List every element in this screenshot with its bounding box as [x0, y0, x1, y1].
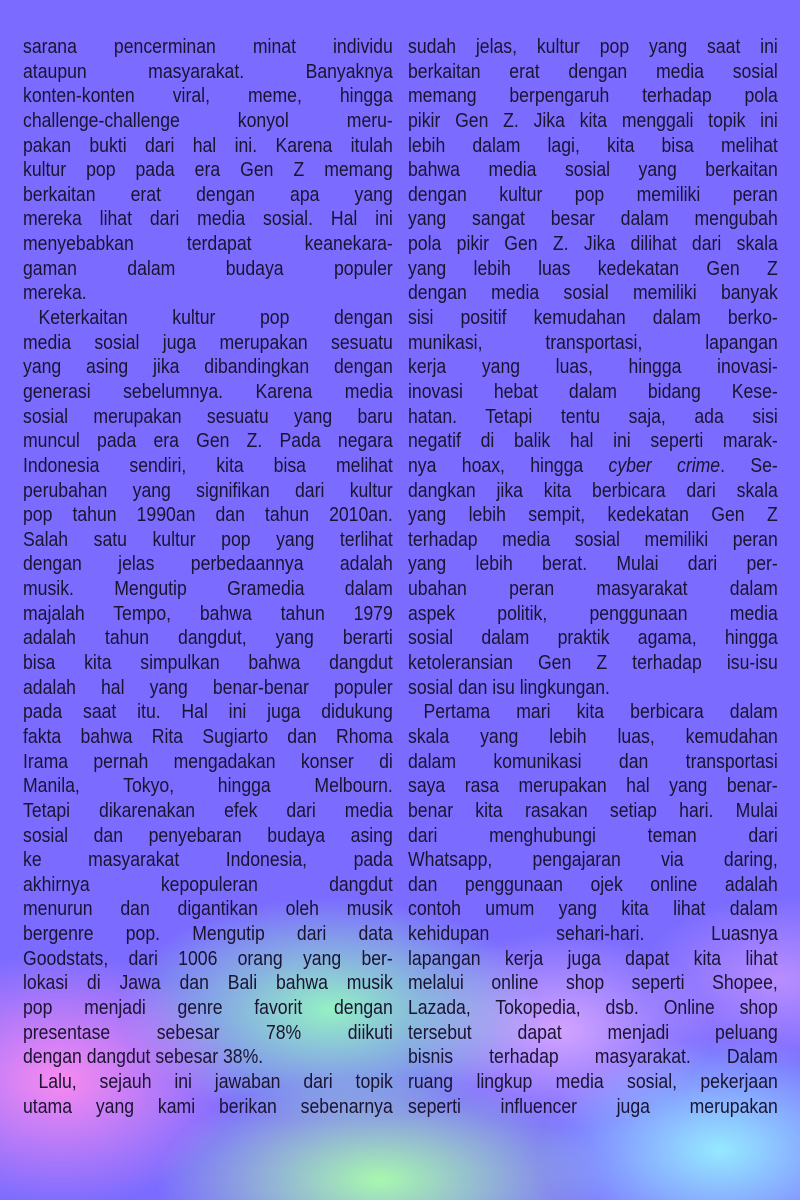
text-line: pikir Gen Z. Jika kita menggali topik ini [408, 108, 778, 132]
text-line: adalah tahun dangdut, yang berarti [23, 626, 393, 650]
text-line: sosial merupakan sesuatu yang baru [23, 404, 393, 428]
text-line: Tetapi dikarenakan efek dari media [23, 798, 393, 822]
text-line: dengan dangdut sebesar 38%. [23, 1045, 264, 1069]
text-line: dengan kultur pop memiliki peran [408, 182, 778, 206]
text-line: Irama pernah mengadakan konser di [23, 749, 393, 773]
left-text-column [23, 35, 393, 1119]
text-line: terhadap media sosial memiliki peran [408, 527, 778, 551]
text-line: Goodstats, dari 1006 orang yang ber- [23, 946, 393, 970]
text-line: yang lebih luas kedekatan Gen Z [408, 256, 778, 280]
text-line: yang sangat besar dalam mengubah [408, 207, 778, 231]
text-line: Lazada, Tokopedia, dsb. Online shop [408, 995, 778, 1019]
text-line: memang berpengaruh terhadap pola [408, 84, 778, 108]
text-line: ketoleransian Gen Z terhadap isu-isu [408, 651, 778, 675]
text-line: ataupun masyarakat. Banyaknya [23, 59, 393, 83]
text-line: Indonesia sendiri, kita bisa melihat [23, 453, 393, 477]
text-line [408, 454, 778, 479]
text-line: utama yang kami berikan sebenarnya [23, 1094, 393, 1118]
text-line: challenge-challenge konyol meru- [23, 108, 393, 132]
text-line: Whatsapp, pengajaran via daring, [408, 848, 778, 872]
text-line: dengan jelas perbedaannya adalah [23, 552, 393, 576]
text-line: lokasi di Jawa dan Bali bahwa musik [23, 971, 393, 995]
text-line: saya rasa merupakan hal yang benar- [408, 774, 778, 798]
text-line: yang asing jika dibandingkan dengan [23, 355, 393, 379]
text-line: sosial dalam praktik agama, hingga [408, 626, 778, 650]
text-line: lebih dalam lagi, kita bisa melihat [408, 133, 778, 157]
text-line: kerja yang luas, hingga inovasi- [408, 355, 778, 379]
text-line: pola pikir Gen Z. Jika dilihat dari skala [408, 232, 778, 256]
text-line: muncul pada era Gen Z. Pada negara [23, 429, 393, 453]
text-line: melalui online shop seperti Shopee, [408, 971, 778, 995]
text-line: generasi sebelumnya. Karena media [23, 379, 393, 403]
text-line: gaman dalam budaya populer [23, 256, 393, 280]
text-line: fakta bahwa Rita Sugiarto dan Rhoma [23, 724, 393, 748]
text-line: bahwa media sosial yang berkaitan [408, 158, 778, 182]
text-line: perubahan yang signifikan dari kultur [23, 478, 393, 502]
text-fragment: . Se- [720, 453, 778, 477]
text-line: sisi positif kemudahan dalam berko- [408, 306, 778, 330]
right-text-column [408, 35, 778, 1119]
text-line: lapangan kerja juga dapat kita lihat [408, 946, 778, 970]
text-line: sarana pencerminan minat individu [23, 35, 393, 58]
text-line: dengan media sosial memiliki banyak [408, 281, 778, 305]
text-line: presentase sebesar 78% diikuti [23, 1020, 393, 1044]
text-line: musik. Mengutip Gramedia dalam [23, 577, 393, 601]
text-line: yang lebih berat. Mulai dari per- [408, 552, 778, 576]
text-line: dan penggunaan ojek online adalah [408, 872, 778, 896]
text-line: ruang lingkup media sosial, pekerjaan [408, 1069, 778, 1093]
text-line: dalam komunikasi dan transportasi [408, 749, 778, 773]
text-line: kehidupan sehari-hari. Luasnya [408, 922, 778, 946]
text-line: dangkan jika kita berbicara dari skala [408, 478, 778, 502]
text-line: sosial dan penyebaran budaya asing [23, 823, 393, 847]
italic-term: cyber crime [608, 453, 721, 477]
text-line: hatan. Tetapi tentu saja, ada sisi [408, 404, 778, 428]
text-line: yang lebih sempit, kedekatan Gen Z [408, 503, 778, 527]
text-line: benar kita rasakan setiap hari. Mulai [408, 798, 778, 822]
text-line: konten-konten viral, meme, hingga [23, 84, 393, 108]
text-line: sosial dan isu lingkungan. [408, 675, 610, 699]
text-line: bergenre pop. Mengutip dari data [23, 922, 393, 946]
text-line: mereka lihat dari media sosial. Hal ini [23, 207, 393, 231]
text-line: menurun dan digantikan oleh musik [23, 897, 393, 921]
text-line: ubahan peran masyarakat dalam [408, 577, 778, 601]
text-line: seperti influencer juga merupakan [408, 1094, 778, 1118]
text-line: pada saat itu. Hal ini juga didukung [23, 700, 393, 724]
text-line: contoh umum yang kita lihat dalam [408, 897, 778, 921]
text-line: pakan bukti dari hal ini. Karena itulah [23, 133, 393, 157]
text-line: skala yang lebih luas, kemudahan [408, 724, 778, 748]
text-line: tersebut dapat menjadi peluang [408, 1020, 778, 1044]
text-line: inovasi hebat dalam bidang Kese- [408, 379, 778, 403]
text-line: dari menghubungi teman dari [408, 823, 778, 847]
text-line: berkaitan erat dengan media sosial [408, 59, 778, 83]
text-line: Keterkaitan kultur pop dengan [38, 306, 393, 330]
text-line: pop menjadi genre favorit dengan [23, 995, 393, 1019]
text-line: pop tahun 1990an dan tahun 2010an. [23, 503, 393, 527]
text-line: menyebabkan terdapat keanekara- [23, 232, 393, 256]
text-line: kultur pop pada era Gen Z memang [23, 158, 393, 182]
text-line: bisnis terhadap masyarakat. Dalam [408, 1045, 778, 1069]
text-line: berkaitan erat dengan apa yang [23, 182, 393, 206]
text-line: negatif di balik hal ini seperti marak- [408, 429, 778, 453]
text-line: aspek politik, penggunaan media [408, 601, 778, 625]
text-line: bisa kita simpulkan bahwa dangdut [23, 651, 393, 675]
text-line: adalah hal yang benar-benar populer [23, 675, 393, 699]
text-line: Manila, Tokyo, hingga Melbourn. [23, 774, 393, 798]
text-line: akhirnya kepopuleran dangdut [23, 872, 393, 896]
text-line: Lalu, sejauh ini jawaban dari topik [38, 1069, 393, 1093]
text-line: majalah Tempo, bahwa tahun 1979 [23, 601, 393, 625]
text-line: ke masyarakat Indonesia, pada [23, 848, 393, 872]
text-line: media sosial juga merupakan sesuatu [23, 330, 393, 354]
text-line: Pertama mari kita berbicara dalam [423, 700, 778, 724]
text-line: munikasi, transportasi, lapangan [408, 330, 778, 354]
text-line: sudah jelas, kultur pop yang saat ini [408, 35, 778, 58]
text-line: mereka. [23, 281, 87, 305]
text-fragment: nya hoax, hingga [408, 453, 609, 477]
text-line: Salah satu kultur pop yang terlihat [23, 527, 393, 551]
